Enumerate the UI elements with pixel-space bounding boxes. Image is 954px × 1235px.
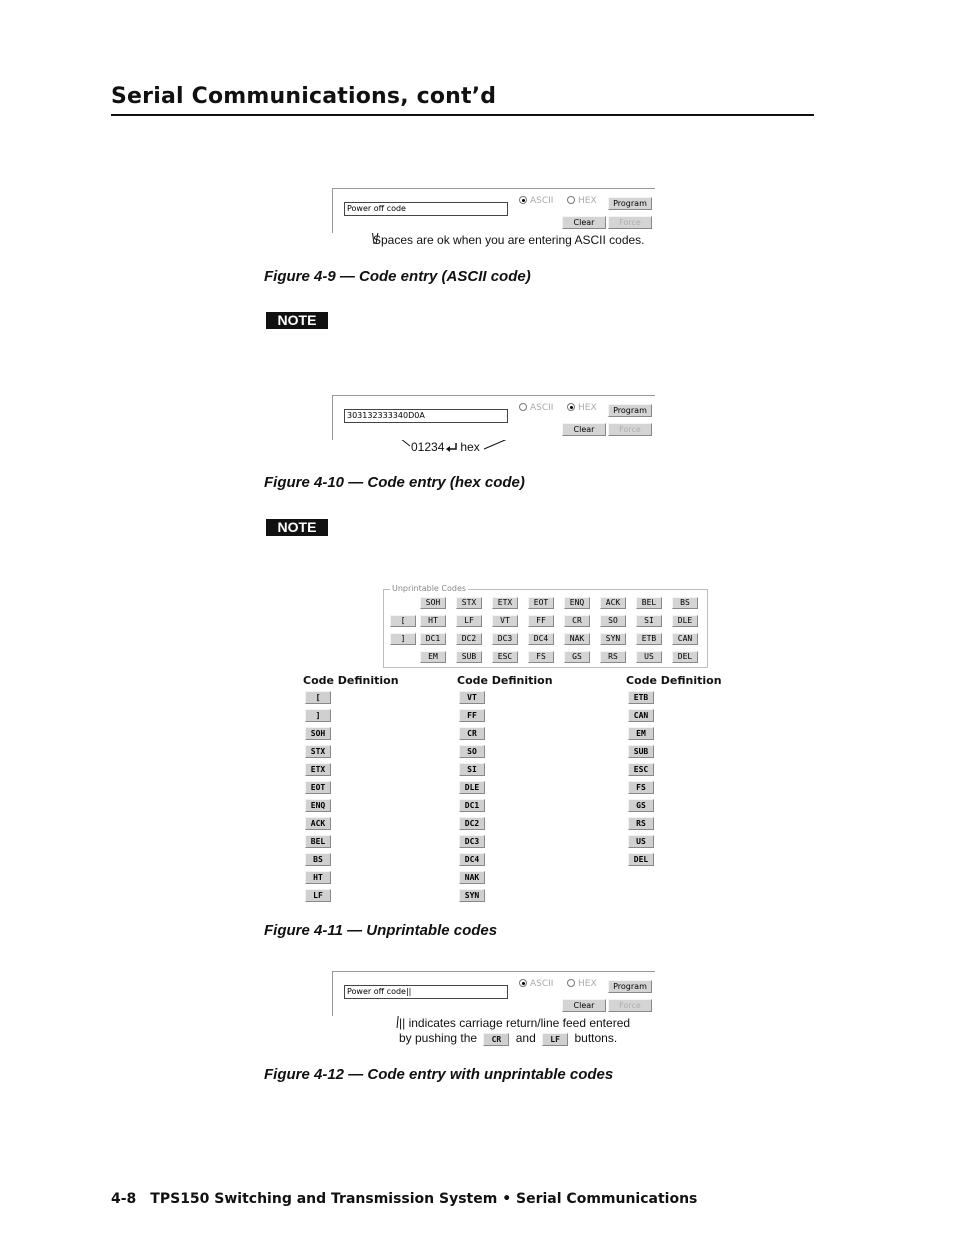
fig12-caption: Figure 4-12 — Code entry with unprintable codes <box>264 1066 614 1083</box>
code-button-esc[interactable]: ESC <box>492 651 518 663</box>
code-definition-item: BEL <box>305 835 331 848</box>
code-definition-item: STX <box>305 745 331 758</box>
code-definition-item: ESC <box>628 763 654 776</box>
ascii-radio[interactable]: ASCII <box>519 403 553 413</box>
page-title: Serial Communications, cont’d <box>111 84 497 109</box>
footer-text: TPS150 Switching and Transmission System • Serial Communications <box>150 1191 698 1207</box>
code-entry-panel-ascii <box>332 188 655 233</box>
code-definition-item: US <box>628 835 654 848</box>
code-definition-item: BS <box>305 853 331 866</box>
ascii-radio[interactable]: ASCII <box>519 979 553 989</box>
code-button-syn[interactable]: SYN <box>600 633 626 645</box>
code-definition-item: FS <box>628 781 654 794</box>
code-entry-panel-hex <box>332 395 655 440</box>
code-definition-item: LF <box>305 889 331 902</box>
radio-selected-icon <box>519 196 527 204</box>
code-button-dc3[interactable]: DC3 <box>492 633 518 645</box>
return-arrow-icon <box>445 442 459 453</box>
note-badge-2: NOTE <box>266 519 328 536</box>
inline-cr-button: CR <box>483 1033 509 1046</box>
code-definition-item: ETB <box>628 691 654 704</box>
column-header-3: Code Definition <box>626 674 722 687</box>
code-definition-item: CR <box>459 727 485 740</box>
code-button-si[interactable]: SI <box>636 615 662 627</box>
code-input[interactable]: Power off code|| <box>344 985 508 999</box>
program-button[interactable]: Program <box>608 404 652 417</box>
code-definition-item: DC3 <box>459 835 485 848</box>
code-button-bel[interactable]: BEL <box>636 597 662 609</box>
code-button-vt[interactable]: VT <box>492 615 518 627</box>
code-definition-item: SI <box>459 763 485 776</box>
program-button[interactable]: Program <box>608 980 652 993</box>
radio-empty-icon <box>519 403 527 411</box>
code-button-rs[interactable]: RS <box>600 651 626 663</box>
code-button-lf[interactable]: LF <box>456 615 482 627</box>
code-definition-item: SO <box>459 745 485 758</box>
code-definition-item: RS <box>628 817 654 830</box>
force-button[interactable]: Force <box>608 423 652 436</box>
fig11-caption: Figure 4-11 — Unprintable codes <box>264 922 498 939</box>
inline-lf-button: LF <box>542 1033 568 1046</box>
code-definition-item: EOT <box>305 781 331 794</box>
hex-radio[interactable]: HEX <box>567 403 597 413</box>
code-button-so[interactable]: SO <box>600 615 626 627</box>
code-button-stx[interactable]: STX <box>456 597 482 609</box>
force-button[interactable]: Force <box>608 216 652 229</box>
code-button-open-bracket[interactable]: [ <box>390 615 416 627</box>
clear-button[interactable]: Clear <box>562 999 606 1012</box>
code-button-em[interactable]: EM <box>420 651 446 663</box>
fig9-caption: Figure 4-9 — Code entry (ASCII code) <box>264 268 531 285</box>
code-button-fs[interactable]: FS <box>528 651 554 663</box>
code-button-dc4[interactable]: DC4 <box>528 633 554 645</box>
code-button-ht[interactable]: HT <box>420 615 446 627</box>
code-definition-item: DC1 <box>459 799 485 812</box>
code-button-enq[interactable]: ENQ <box>564 597 590 609</box>
column-header-1: Code Definition <box>303 674 399 687</box>
code-button-bs[interactable]: BS <box>672 597 698 609</box>
code-button-etb[interactable]: ETB <box>636 633 662 645</box>
clear-button[interactable]: Clear <box>562 216 606 229</box>
code-button-cr[interactable]: CR <box>564 615 590 627</box>
code-input[interactable]: 303132333340D0A <box>344 409 508 423</box>
radio-empty-icon <box>567 196 575 204</box>
unprintable-codes-title: Unprintable Codes <box>392 584 467 593</box>
code-definition-item: FF <box>459 709 485 722</box>
radio-empty-icon <box>567 979 575 987</box>
code-definition-item: CAN <box>628 709 654 722</box>
code-button-ack[interactable]: ACK <box>600 597 626 609</box>
code-definition-item: DEL <box>628 853 654 866</box>
code-button-del[interactable]: DEL <box>672 651 698 663</box>
fig10-caption: Figure 4-10 — Code entry (hex code) <box>264 474 525 491</box>
code-definition-item: EM <box>628 727 654 740</box>
radio-selected-icon <box>567 403 575 411</box>
fig12-callout-line1: || indicates carriage return/line feed entered <box>399 1016 631 1030</box>
force-button[interactable]: Force <box>608 999 652 1012</box>
fig10-callout: 01234 hex <box>411 440 480 454</box>
code-button-sub[interactable]: SUB <box>456 651 482 663</box>
program-button[interactable]: Program <box>608 197 652 210</box>
page-footer <box>111 1191 697 1207</box>
code-definition-item: DC4 <box>459 853 485 866</box>
code-button-soh[interactable]: SOH <box>420 597 446 609</box>
code-button-eot[interactable]: EOT <box>528 597 554 609</box>
ascii-radio[interactable]: ASCII <box>519 196 553 206</box>
code-definition-item: NAK <box>459 871 485 884</box>
code-definition-item: ACK <box>305 817 331 830</box>
code-button-dc2[interactable]: DC2 <box>456 633 482 645</box>
code-definition-item: SYN <box>459 889 485 902</box>
code-definition-item: DLE <box>459 781 485 794</box>
code-button-us[interactable]: US <box>636 651 662 663</box>
code-button-gs[interactable]: GS <box>564 651 590 663</box>
code-definition-item: ENQ <box>305 799 331 812</box>
code-definition-item: ETX <box>305 763 331 776</box>
note-badge-1: NOTE <box>266 312 328 329</box>
code-definition-item: DC2 <box>459 817 485 830</box>
radio-selected-icon <box>519 979 527 987</box>
clear-button[interactable]: Clear <box>562 423 606 436</box>
code-definition-item: [ <box>305 691 331 704</box>
fig12-callout-line2: by pushing the CR and LF buttons. <box>399 1031 618 1045</box>
code-button-nak[interactable]: NAK <box>564 633 590 645</box>
page-number: 4-8 <box>111 1191 137 1207</box>
code-button-dc1[interactable]: DC1 <box>420 633 446 645</box>
code-definition-item: SUB <box>628 745 654 758</box>
code-definition-item: SOH <box>305 727 331 740</box>
hex-radio[interactable]: HEX <box>567 979 597 989</box>
code-definition-item: GS <box>628 799 654 812</box>
fig9-callout: Spaces are ok when you are entering ASCII codes. <box>373 233 645 247</box>
column-header-2: Code Definition <box>457 674 553 687</box>
hex-radio[interactable]: HEX <box>567 196 597 206</box>
code-definition-item: HT <box>305 871 331 884</box>
code-button-can[interactable]: CAN <box>672 633 698 645</box>
code-button-ff[interactable]: FF <box>528 615 554 627</box>
code-entry-panel-unprintable <box>332 971 655 1016</box>
code-button-etx[interactable]: ETX <box>492 597 518 609</box>
code-button-close-bracket[interactable]: ] <box>390 633 416 645</box>
code-definition-item: VT <box>459 691 485 704</box>
code-definition-item: ] <box>305 709 331 722</box>
code-input[interactable]: Power off code <box>344 202 508 216</box>
code-button-dle[interactable]: DLE <box>672 615 698 627</box>
